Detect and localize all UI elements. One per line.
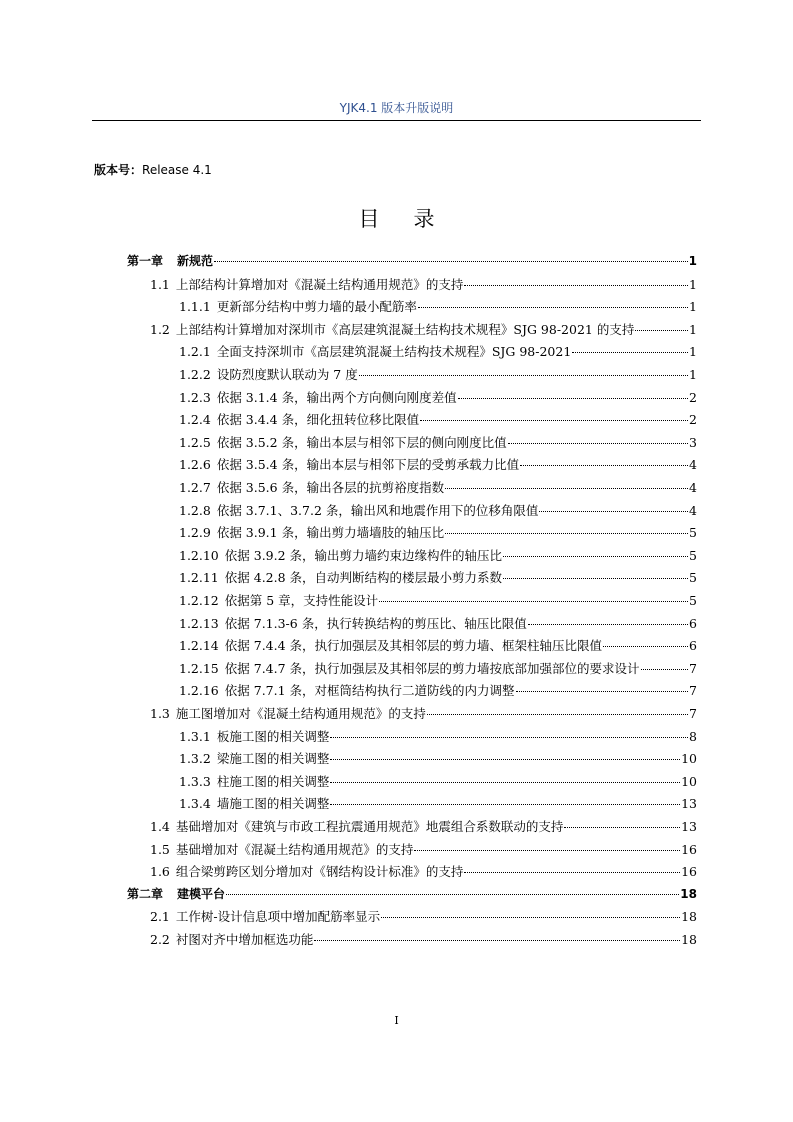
toc-entry-page: 2 (689, 389, 697, 405)
toc-entry[interactable] (150, 862, 697, 880)
version-label: 版本号： (94, 163, 143, 177)
toc-entry-page: 3 (689, 434, 697, 450)
toc-entry-title: 依据 3.7.1、3.7.2 条，输出风和地震作用下的位移角限值 (216, 502, 539, 518)
toc-dot-leader (330, 782, 680, 783)
toc-entry-page: 4 (689, 457, 697, 473)
toc-entry-number: 1.3.4 (179, 796, 211, 812)
toc-entry-page: 5 (689, 570, 697, 586)
toc-entry-number: 1.2.12 (179, 593, 219, 608)
toc-entry-number: 1.3 (150, 706, 170, 721)
toc-entry[interactable] (179, 523, 697, 541)
toc-dot-leader (503, 578, 688, 579)
toc-dot-leader (359, 375, 688, 376)
toc-entry[interactable] (150, 275, 697, 293)
toc-entry-page: 8 (689, 728, 697, 744)
toc-entry[interactable] (179, 749, 697, 767)
toc-entry-page: 5 (689, 593, 697, 608)
toc-entry-number: 1.6 (150, 864, 170, 880)
toc-entry-page: 1 (689, 344, 697, 360)
toc-dot-leader (445, 488, 688, 489)
toc-dot-leader (464, 285, 688, 286)
toc-entry-number: 1.2.1 (179, 344, 211, 360)
toc-entry-number: 2.2 (150, 932, 170, 947)
toc-entry-title: 依据 3.9.2 条，输出剪力墙约束边缘构件的轴压比 (224, 547, 503, 563)
toc-dot-leader (330, 759, 680, 760)
toc-entry-title: 工作树-设计信息项中增加配筋率显示 (175, 909, 381, 925)
toc-entry[interactable] (179, 681, 697, 699)
toc-dot-leader (564, 827, 680, 828)
toc-entry-number: 1.1 (150, 276, 170, 292)
toc-entry[interactable] (179, 727, 697, 745)
toc-dot-leader (503, 556, 688, 557)
toc-entry-title: 组合梁剪跨区划分增加对《钢结构设计标准》的支持 (175, 864, 464, 880)
toc-entry-title: 建模平台 (177, 886, 226, 901)
toc-dot-leader (641, 669, 689, 670)
toc-entry-number: 第一章 (127, 254, 164, 268)
toc-entry-page: 2 (689, 412, 697, 428)
version-value: Release 4.1 (142, 163, 212, 177)
toc-entry-number: 1.1.1 (179, 299, 211, 315)
toc-entry-title: 梁施工图的相关调整 (216, 751, 330, 767)
toc-entry-number: 1.5 (150, 841, 170, 857)
toc-entry-title: 施工图增加对《混凝土结构通用规范》的支持 (175, 706, 426, 721)
toc-entry-page: 13 (681, 819, 697, 834)
toc-entry[interactable] (150, 907, 697, 925)
toc-entry-title: 基础增加对《混凝土结构通用规范》的支持 (175, 841, 414, 857)
toc-entry-title: 依据 7.4.7 条，执行加强层及其相邻层的剪力墙按底部加强部位的要求设计 (224, 660, 640, 676)
toc-dot-leader (381, 917, 680, 918)
toc-entry[interactable] (179, 591, 697, 609)
toc-dot-leader (330, 804, 680, 805)
toc-entry-number: 1.2.14 (179, 638, 219, 654)
toc-dot-leader (635, 330, 688, 331)
toc-entry-title: 依据 7.7.1 条，对框筒结构执行二道防线的内力调整 (224, 683, 515, 699)
toc-entry-page: 18 (681, 909, 697, 925)
toc-entry-number: 1.2.5 (179, 434, 211, 450)
toc-entry-title: 依据 7.1.3-6 条，执行转换结构的剪压比、轴压比限值 (224, 615, 527, 631)
toc-entry-title: 依据 3.5.4 条，输出本层与相邻下层的受剪承载力比值 (216, 457, 520, 473)
toc-entry-title: 依据 3.4.4 条，细化扭转位移比限值 (216, 412, 420, 428)
toc-entry-page: 18 (680, 886, 697, 901)
toc-entry-page: 4 (689, 480, 697, 495)
toc-entry-page: 6 (689, 638, 697, 654)
toc-dot-leader (520, 465, 688, 466)
toc-entry-number: 1.2.3 (179, 389, 211, 405)
running-header: YJK4.1 版本升版说明 (339, 101, 454, 115)
toc-entry[interactable] (150, 320, 697, 338)
header-rule (92, 120, 701, 121)
toc-entry[interactable] (179, 365, 697, 383)
toc-entry-title: 依据第 5 章，支持性能设计 (224, 593, 379, 608)
toc-entry-title: 依据 7.4.4 条，执行加强层及其相邻层的剪力墙、框架柱轴压比限值 (224, 638, 603, 654)
toc-entry[interactable] (150, 704, 697, 722)
toc-dot-leader (414, 850, 680, 851)
toc-entry[interactable] (179, 772, 697, 790)
toc-chapter-entry[interactable] (127, 252, 697, 269)
toc-entry-page: 1 (689, 321, 697, 337)
toc-entry-title: 依据 4.2.8 条，自动判断结构的楼层最小剪力系数 (224, 570, 503, 586)
toc-entry[interactable] (179, 433, 697, 451)
toc-entry-title: 全面支持深圳市《高层建筑混凝土结构技术规程》SJG 98-2021 (216, 344, 572, 360)
toc-entry-title: 更新部分结构中剪力墙的最小配筋率 (216, 299, 417, 315)
toc-dot-leader (539, 511, 688, 512)
toc-entry[interactable] (150, 817, 697, 835)
toc-dot-leader (420, 420, 688, 421)
toc-entry-number: 第二章 (127, 886, 164, 901)
toc-entry-number: 1.2.8 (179, 502, 211, 518)
toc-dot-leader (330, 737, 688, 738)
toc-entry-number: 1.2.4 (179, 412, 211, 428)
toc-dot-leader (445, 533, 688, 534)
toc-entry-title: 上部结构计算增加对深圳市《高层建筑混凝土结构技术规程》SJG 98-2021 的支持 (175, 321, 635, 337)
toc-entry-page: 10 (681, 751, 697, 767)
toc-dot-leader (418, 307, 688, 308)
toc-entry-number: 1.2.7 (179, 480, 211, 495)
toc-entry-number: 1.3.1 (179, 728, 211, 744)
toc-entry[interactable] (150, 840, 697, 858)
toc-entry[interactable] (179, 659, 697, 677)
toc-entry-page: 6 (689, 615, 697, 631)
toc-entry-number: 1.4 (150, 819, 170, 834)
toc-dot-leader (458, 398, 688, 399)
toc-entry-number: 1.2.16 (179, 683, 219, 699)
toc-entry[interactable] (179, 410, 697, 428)
toc-entry-page: 16 (681, 841, 697, 857)
toc-entry[interactable] (179, 794, 697, 812)
toc-entry[interactable] (179, 342, 697, 360)
toc-entry-page: 13 (681, 796, 697, 812)
toc-entry-number: 1.3.3 (179, 773, 211, 789)
toc-entry-page: 7 (689, 683, 697, 699)
toc-dot-leader (226, 894, 679, 895)
toc-entry-page: 4 (689, 502, 697, 518)
toc-dot-leader (214, 261, 688, 262)
toc-entry[interactable] (150, 930, 697, 948)
toc-entry-number: 1.2.13 (179, 615, 219, 631)
toc-entry-number: 1.2.6 (179, 457, 211, 473)
toc-dot-leader (427, 714, 688, 715)
toc-dot-leader (516, 691, 689, 692)
toc-entry-title: 依据 3.5.2 条，输出本层与相邻下层的侧向刚度比值 (216, 434, 507, 450)
page-number: I (394, 1014, 399, 1027)
toc-dot-leader (528, 624, 688, 625)
toc-entry-page: 10 (681, 773, 697, 789)
toc-entry-title: 依据 3.1.4 条，输出两个方向侧向刚度差值 (216, 389, 457, 405)
toc-entry[interactable] (179, 478, 697, 496)
toc-chapter-entry[interactable] (127, 885, 697, 902)
toc-entry-title: 衬图对齐中增加框选功能 (175, 932, 314, 947)
toc-entry[interactable] (179, 614, 697, 632)
toc-entry-title: 板施工图的相关调整 (216, 728, 330, 744)
toc-entry-page: 5 (689, 525, 697, 541)
toc-entry-page: 1 (689, 299, 697, 315)
toc-entry[interactable] (179, 501, 697, 519)
toc-entry[interactable] (179, 297, 697, 315)
toc-entry-number: 1.2.2 (179, 367, 211, 382)
toc-entry[interactable] (179, 455, 697, 473)
toc-entry-page: 1 (688, 254, 697, 268)
toc-dot-leader (464, 872, 680, 873)
toc-entry-title: 新规范 (177, 254, 214, 268)
toc-entry-title: 柱施工图的相关调整 (216, 773, 330, 789)
toc-entry[interactable] (179, 568, 697, 586)
toc-entry-number: 1.2.11 (179, 570, 219, 586)
toc-entry-page: 5 (689, 547, 697, 563)
toc-entry-number: 2.1 (150, 909, 170, 925)
toc-entry-title: 墙施工图的相关调整 (216, 796, 330, 812)
toc-entry-title: 依据 3.9.1 条，输出剪力墙墙肢的轴压比 (216, 525, 445, 541)
toc-entry-number: 1.2.9 (179, 525, 211, 541)
toc-dot-leader (314, 940, 680, 941)
toc-entry[interactable] (179, 546, 697, 564)
toc-entry-title: 上部结构计算增加对《混凝土结构通用规范》的支持 (175, 276, 464, 292)
toc-entry-number: 1.2.15 (179, 660, 219, 676)
toc-entry-title: 基础增加对《建筑与市政工程抗震通用规范》地震组合系数联动的支持 (175, 819, 564, 834)
toc-entry-number: 1.2 (150, 321, 170, 337)
version-line (94, 161, 212, 178)
toc-dot-leader (508, 443, 688, 444)
toc-entry-page: 18 (681, 932, 697, 947)
toc-dot-leader (603, 646, 688, 647)
toc-entry-page: 1 (689, 367, 697, 382)
toc-entry-title: 设防烈度默认联动为 7 度 (216, 367, 358, 382)
toc-dot-leader (572, 352, 688, 353)
toc-dot-leader (379, 601, 688, 602)
toc-entry-title: 依据 3.5.6 条，输出各层的抗剪裕度指数 (216, 480, 445, 495)
toc-entry-page: 1 (689, 276, 697, 292)
toc-entry-number: 1.3.2 (179, 751, 211, 767)
toc-title: 目录 (358, 207, 469, 231)
toc-entry-page: 7 (689, 706, 697, 721)
toc-entry-page: 7 (689, 660, 697, 676)
toc-entry-page: 16 (681, 864, 697, 880)
toc-entry[interactable] (179, 388, 697, 406)
toc-entry-number: 1.2.10 (179, 547, 219, 563)
toc-entry[interactable] (179, 636, 697, 654)
